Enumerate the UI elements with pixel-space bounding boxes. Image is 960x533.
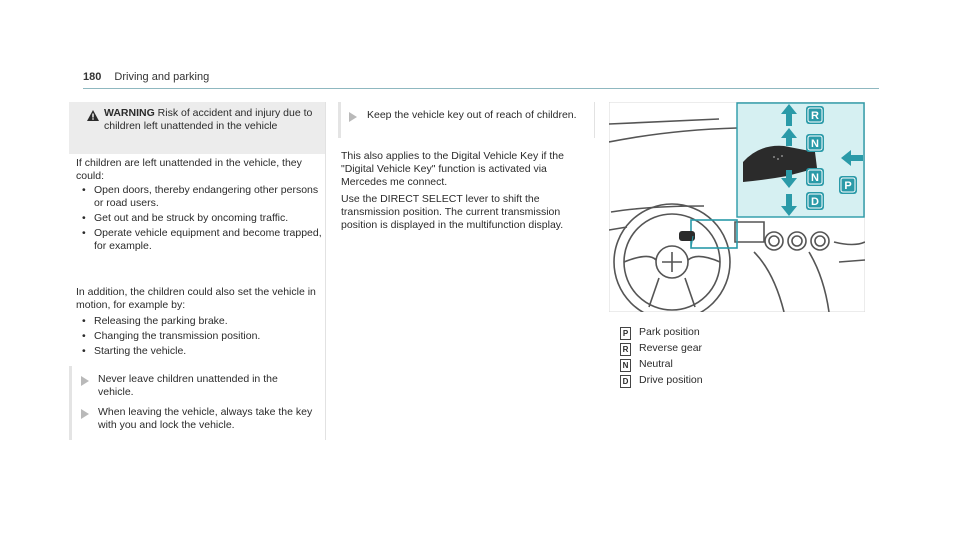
inset-label-n: N	[811, 172, 819, 184]
note-never-leave: Never leave children unattended in the vehicle.	[98, 373, 278, 398]
header-rule	[83, 88, 879, 89]
digital-key-paragraph: This also applies to the Digital Vehicle Key if the "Digital Vehicle Key" function is activated via Mercedes me connect.	[341, 150, 564, 188]
column-separator	[325, 102, 326, 440]
list-item: • Starting the vehicle.	[76, 345, 322, 358]
page-number: 180	[83, 71, 102, 83]
list-item: • Releasing the parking brake.	[76, 315, 322, 328]
inset-label-n: N	[811, 138, 819, 150]
legend-item: N Neutral	[620, 356, 703, 372]
legend-item: R Reverse gear	[620, 340, 703, 356]
note-arrow-icon	[81, 376, 89, 386]
bullet-list-2	[76, 315, 322, 360]
legend-item: P Park position	[620, 324, 703, 340]
note-bar	[69, 366, 72, 440]
cockpit-illustration	[609, 102, 865, 312]
section-title: Driving and parking	[114, 71, 210, 83]
key-p-icon: P	[620, 327, 631, 340]
list-item: • Get out and be struck by oncoming traffic.	[76, 212, 322, 225]
note-bar	[338, 102, 341, 138]
list-item: • Open doors, thereby endangering other persons or road users.	[76, 184, 322, 210]
key-d-icon: D	[620, 375, 631, 388]
list-item: • Changing the transmission position.	[76, 330, 322, 343]
note-arrow-icon	[349, 112, 357, 122]
bullet-list-1	[76, 184, 322, 255]
legend-item: D Drive position	[620, 372, 703, 388]
key-n-icon: N	[620, 359, 631, 372]
note-key-reach: Keep the vehicle key out of reach of children.	[367, 109, 577, 121]
warning-icon	[87, 110, 99, 121]
key-r-icon: R	[620, 343, 631, 356]
warning-text	[104, 107, 319, 133]
list-item: • Operate vehicle equipment and become trapped, for example.	[76, 227, 322, 253]
direct-select-paragraph: Use the DIRECT SELECT lever to shift the transmission position. The current transmission position is displayed in the multifunction display.	[341, 193, 564, 231]
addition-paragraph: In addition, the children could also set the vehicle in motion, for example by:	[76, 286, 316, 311]
note-when-leaving: When leaving the vehicle, always take the key with you and lock the vehicle.	[98, 406, 313, 431]
note-arrow-icon	[81, 409, 89, 419]
inset-label-p: P	[844, 180, 852, 192]
warning-label: WARNING	[104, 107, 155, 119]
intro-paragraph: If children are left unattended in the vehicle, they could:	[76, 157, 302, 182]
warning-title: Risk of accident and injury due to children left unattended in the vehicle	[104, 107, 313, 132]
page-header	[83, 71, 209, 83]
inset-label-d: D	[811, 196, 819, 208]
legend	[620, 324, 703, 388]
inset-label-r: R	[811, 110, 819, 122]
note-separator	[594, 102, 595, 138]
